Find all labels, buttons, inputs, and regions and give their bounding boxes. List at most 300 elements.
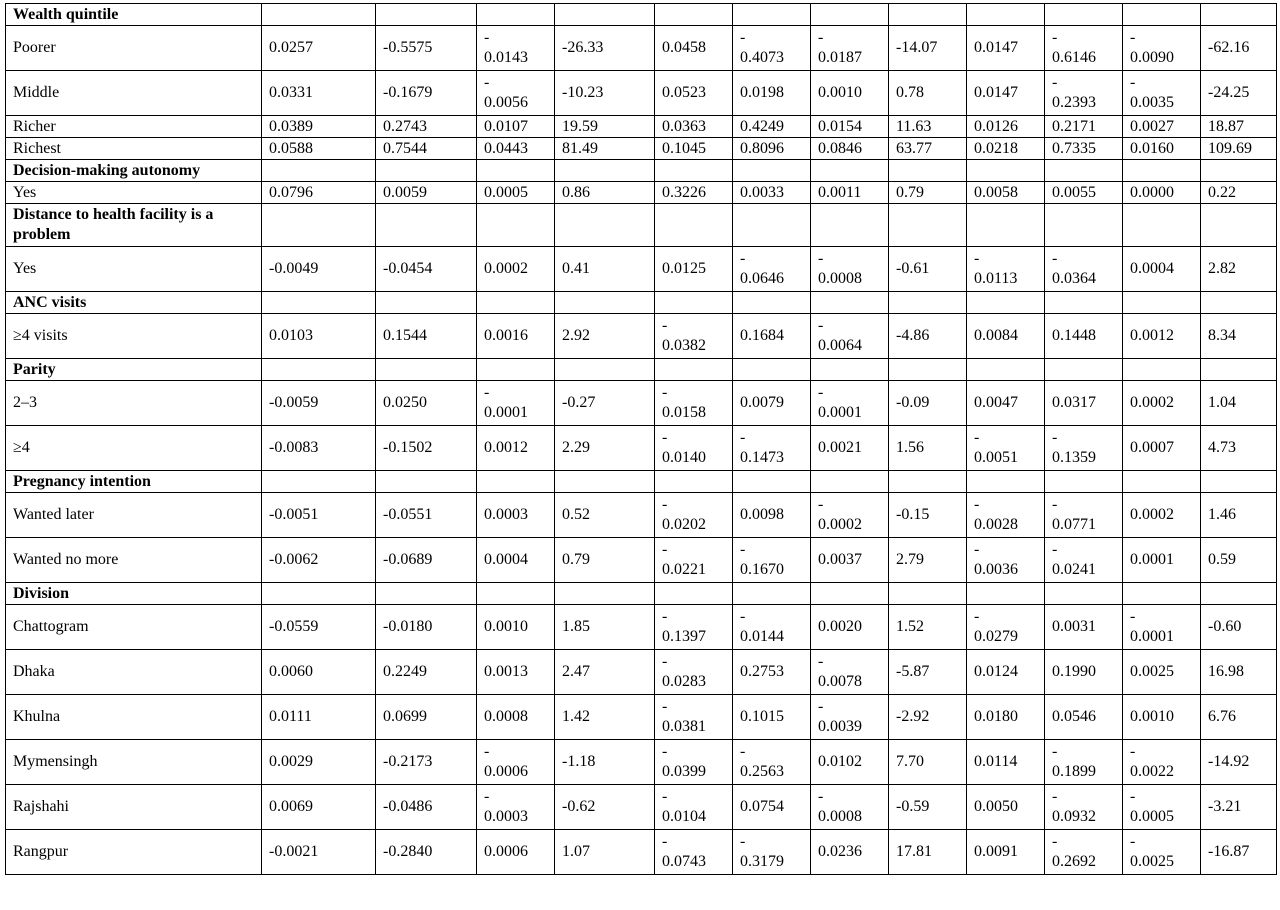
empty-cell [1123,359,1201,381]
value-cell: 2.29 [555,426,655,471]
empty-cell [967,471,1045,493]
value-cell: 0.0389 [262,116,376,138]
value-cell: 0.0546 [1045,695,1123,740]
value-cell: 0.7544 [376,138,477,160]
section-title: Distance to health facility is a problem [6,204,262,247]
value-cell: 17.81 [889,830,967,875]
value-cell: 0.7335 [1045,138,1123,160]
table-row [6,138,1277,160]
empty-cell [889,471,967,493]
value-cell: 109.69 [1201,138,1277,160]
value-cell: 0.0002 [1123,381,1201,426]
value-cell: 0.0363 [655,116,733,138]
value-cell: - 0.0001 [477,381,555,426]
value-cell: 0.0588 [262,138,376,160]
empty-cell [477,359,555,381]
empty-cell [376,359,477,381]
value-cell: 0.0029 [262,740,376,785]
empty-cell [733,292,811,314]
empty-cell [262,471,376,493]
table-row [6,314,1277,359]
value-cell: 0.0006 [477,830,555,875]
value-cell: 0.59 [1201,538,1277,583]
value-cell: 2.92 [555,314,655,359]
section-title: Division [6,583,262,605]
value-cell: 0.0317 [1045,381,1123,426]
value-cell: 0.1544 [376,314,477,359]
value-cell: -0.15 [889,493,967,538]
value-cell: 1.56 [889,426,967,471]
empty-cell [1045,160,1123,182]
value-cell: 0.0443 [477,138,555,160]
empty-cell [477,4,555,26]
value-cell: 0.0236 [811,830,889,875]
value-cell: 0.0027 [1123,116,1201,138]
value-cell: 0.0147 [967,71,1045,116]
value-cell: - 0.1899 [1045,740,1123,785]
empty-cell [1045,204,1123,247]
value-cell: -1.18 [555,740,655,785]
empty-cell [376,292,477,314]
empty-cell [889,204,967,247]
value-cell: - 0.1670 [733,538,811,583]
row-label: Wanted no more [6,538,262,583]
value-cell: 2.82 [1201,247,1277,292]
table-row [6,26,1277,71]
value-cell: 1.46 [1201,493,1277,538]
value-cell: - 0.0025 [1123,830,1201,875]
value-cell: 0.0031 [1045,605,1123,650]
value-cell: 0.41 [555,247,655,292]
section-header-row [6,160,1277,182]
value-cell: -5.87 [889,650,967,695]
section-title: Wealth quintile [6,4,262,26]
table-row [6,247,1277,292]
empty-cell [1123,471,1201,493]
value-cell: - 0.0143 [477,26,555,71]
empty-cell [376,4,477,26]
section-header-row [6,204,1277,247]
value-cell: 0.4249 [733,116,811,138]
empty-cell [655,160,733,182]
value-cell: 0.0069 [262,785,376,830]
value-cell: 0.0003 [477,493,555,538]
empty-cell [376,583,477,605]
value-cell: - 0.2393 [1045,71,1123,116]
value-cell: 0.0037 [811,538,889,583]
empty-cell [262,4,376,26]
value-cell: 0.0124 [967,650,1045,695]
empty-cell [811,359,889,381]
empty-cell [889,4,967,26]
value-cell: -0.0180 [376,605,477,650]
empty-cell [967,204,1045,247]
row-label: Richest [6,138,262,160]
value-cell: 0.0016 [477,314,555,359]
empty-cell [733,359,811,381]
empty-cell [655,359,733,381]
row-label: ≥4 visits [6,314,262,359]
value-cell: 0.0084 [967,314,1045,359]
value-cell: - 0.3179 [733,830,811,875]
value-cell: 1.85 [555,605,655,650]
value-cell: - 0.4073 [733,26,811,71]
value-cell: 2.47 [555,650,655,695]
empty-cell [1123,4,1201,26]
row-label: Rangpur [6,830,262,875]
empty-cell [1123,292,1201,314]
row-label: Poorer [6,26,262,71]
empty-cell [889,359,967,381]
row-label: Yes [6,182,262,204]
table-row [6,740,1277,785]
value-cell: - 0.0039 [811,695,889,740]
value-cell: 0.0021 [811,426,889,471]
value-cell: 0.0102 [811,740,889,785]
value-cell: 0.0796 [262,182,376,204]
value-cell: 0.0111 [262,695,376,740]
empty-cell [555,471,655,493]
value-cell: 0.0331 [262,71,376,116]
value-cell: - 0.0140 [655,426,733,471]
empty-cell [733,204,811,247]
empty-cell [811,160,889,182]
row-label: Middle [6,71,262,116]
value-cell: 0.0218 [967,138,1045,160]
value-cell: 0.0050 [967,785,1045,830]
table-row [6,605,1277,650]
empty-cell [1123,204,1201,247]
value-cell: 0.0250 [376,381,477,426]
value-cell: -0.0059 [262,381,376,426]
empty-cell [967,160,1045,182]
value-cell: - 0.0646 [733,247,811,292]
value-cell: -0.1679 [376,71,477,116]
value-cell: 7.70 [889,740,967,785]
empty-cell [1201,471,1277,493]
value-cell: 0.0058 [967,182,1045,204]
value-cell: - 0.0036 [967,538,1045,583]
value-cell: - 0.2563 [733,740,811,785]
empty-cell [655,583,733,605]
row-label: Richer [6,116,262,138]
table-row [6,538,1277,583]
value-cell: 0.0002 [1123,493,1201,538]
value-cell: - 0.0035 [1123,71,1201,116]
value-cell: 0.0103 [262,314,376,359]
value-cell: 11.63 [889,116,967,138]
section-title: Parity [6,359,262,381]
value-cell: 0.2171 [1045,116,1123,138]
value-cell: 0.1990 [1045,650,1123,695]
value-cell: - 0.0279 [967,605,1045,650]
value-cell: - 0.0022 [1123,740,1201,785]
empty-cell [811,292,889,314]
value-cell: 1.07 [555,830,655,875]
value-cell: 0.0002 [477,247,555,292]
table-row [6,830,1277,875]
value-cell: 0.0020 [811,605,889,650]
value-cell: 0.0055 [1045,182,1123,204]
value-cell: -14.92 [1201,740,1277,785]
value-cell: -0.62 [555,785,655,830]
empty-cell [811,471,889,493]
empty-cell [967,292,1045,314]
value-cell: -2.92 [889,695,967,740]
value-cell: - 0.0002 [811,493,889,538]
value-cell: 0.0160 [1123,138,1201,160]
value-cell: - 0.0104 [655,785,733,830]
empty-cell [1045,359,1123,381]
empty-cell [555,4,655,26]
section-header-row [6,471,1277,493]
value-cell: - 0.0008 [811,247,889,292]
empty-cell [1045,292,1123,314]
value-cell: 19.59 [555,116,655,138]
value-cell: 0.52 [555,493,655,538]
empty-cell [555,204,655,247]
value-cell: 81.49 [555,138,655,160]
value-cell: -0.5575 [376,26,477,71]
value-cell: -24.25 [1201,71,1277,116]
empty-cell [967,359,1045,381]
empty-cell [477,292,555,314]
value-cell: 18.87 [1201,116,1277,138]
value-cell: -3.21 [1201,785,1277,830]
section-header-row [6,359,1277,381]
section-title: Decision-making autonomy [6,160,262,182]
value-cell: - 0.0005 [1123,785,1201,830]
value-cell: 0.0033 [733,182,811,204]
section-header-row [6,583,1277,605]
empty-cell [733,583,811,605]
empty-cell [889,583,967,605]
empty-cell [262,359,376,381]
decomposition-table [5,3,1277,875]
empty-cell [889,160,967,182]
value-cell: - 0.0381 [655,695,733,740]
table-row [6,785,1277,830]
value-cell: 0.0001 [1123,538,1201,583]
value-cell: - 0.0241 [1045,538,1123,583]
value-cell: -14.07 [889,26,967,71]
value-cell: -0.0062 [262,538,376,583]
table-row [6,695,1277,740]
value-cell: 1.04 [1201,381,1277,426]
value-cell: - 0.0090 [1123,26,1201,71]
table-row [6,381,1277,426]
value-cell: -0.2173 [376,740,477,785]
value-cell: 0.0523 [655,71,733,116]
empty-cell [733,4,811,26]
value-cell: 0.0005 [477,182,555,204]
empty-cell [1201,204,1277,247]
empty-cell [555,583,655,605]
value-cell: 0.78 [889,71,967,116]
value-cell: 0.0059 [376,182,477,204]
value-cell: 0.0008 [477,695,555,740]
empty-cell [1201,359,1277,381]
value-cell: -0.0051 [262,493,376,538]
value-cell: -0.1502 [376,426,477,471]
value-cell: 0.0012 [477,426,555,471]
table-body [6,4,1277,875]
value-cell: 0.0754 [733,785,811,830]
value-cell: 0.2249 [376,650,477,695]
empty-cell [811,204,889,247]
empty-cell [1045,4,1123,26]
value-cell: -0.0559 [262,605,376,650]
value-cell: -0.61 [889,247,967,292]
value-cell: 0.0010 [477,605,555,650]
value-cell: - 0.0158 [655,381,733,426]
value-cell: 0.0846 [811,138,889,160]
value-cell: - 0.0202 [655,493,733,538]
value-cell: 0.0004 [477,538,555,583]
section-header-row [6,4,1277,26]
empty-cell [967,583,1045,605]
row-label: Wanted later [6,493,262,538]
row-label: Dhaka [6,650,262,695]
value-cell: -0.0551 [376,493,477,538]
value-cell: -0.0083 [262,426,376,471]
value-cell: - 0.0221 [655,538,733,583]
value-cell: 0.0011 [811,182,889,204]
value-cell: -0.60 [1201,605,1277,650]
value-cell: - 0.0771 [1045,493,1123,538]
empty-cell [655,292,733,314]
row-label: Khulna [6,695,262,740]
row-label: 2–3 [6,381,262,426]
value-cell: -0.0689 [376,538,477,583]
value-cell: - 0.0932 [1045,785,1123,830]
value-cell: 0.0257 [262,26,376,71]
section-title: Pregnancy intention [6,471,262,493]
empty-cell [655,471,733,493]
empty-cell [555,160,655,182]
value-cell: - 0.0003 [477,785,555,830]
value-cell: -0.0454 [376,247,477,292]
value-cell: - 0.0006 [477,740,555,785]
row-label: Chattogram [6,605,262,650]
value-cell: 0.0010 [1123,695,1201,740]
value-cell: - 0.0113 [967,247,1045,292]
empty-cell [477,471,555,493]
value-cell: - 0.0078 [811,650,889,695]
value-cell: 0.1684 [733,314,811,359]
value-cell: 0.22 [1201,182,1277,204]
value-cell: - 0.0001 [1123,605,1201,650]
value-cell: - 0.0743 [655,830,733,875]
empty-cell [655,204,733,247]
value-cell: 0.0125 [655,247,733,292]
value-cell: 0.0004 [1123,247,1201,292]
value-cell: 0.1015 [733,695,811,740]
empty-cell [477,583,555,605]
value-cell: 0.0107 [477,116,555,138]
value-cell: 6.76 [1201,695,1277,740]
value-cell: 0.0147 [967,26,1045,71]
value-cell: 1.52 [889,605,967,650]
value-cell: - 0.1473 [733,426,811,471]
value-cell: 0.1448 [1045,314,1123,359]
empty-cell [967,4,1045,26]
empty-cell [477,160,555,182]
value-cell: -62.16 [1201,26,1277,71]
value-cell: 0.0180 [967,695,1045,740]
section-header-row [6,292,1277,314]
value-cell: - 0.0028 [967,493,1045,538]
value-cell: -0.0049 [262,247,376,292]
value-cell: 63.77 [889,138,967,160]
empty-cell [889,292,967,314]
empty-cell [733,471,811,493]
value-cell: 2.79 [889,538,967,583]
value-cell: - 0.0001 [811,381,889,426]
value-cell: 0.0126 [967,116,1045,138]
value-cell: 1.42 [555,695,655,740]
empty-cell [376,160,477,182]
value-cell: 0.3226 [655,182,733,204]
empty-cell [477,204,555,247]
row-label: Mymensingh [6,740,262,785]
value-cell: 0.2743 [376,116,477,138]
value-cell: -0.59 [889,785,967,830]
empty-cell [1123,583,1201,605]
value-cell: 0.0699 [376,695,477,740]
value-cell: 0.0013 [477,650,555,695]
value-cell: 0.0010 [811,71,889,116]
value-cell: 8.34 [1201,314,1277,359]
value-cell: 0.79 [889,182,967,204]
empty-cell [262,204,376,247]
empty-cell [376,471,477,493]
value-cell: -0.0486 [376,785,477,830]
value-cell: -0.27 [555,381,655,426]
value-cell: - 0.1397 [655,605,733,650]
table-row [6,426,1277,471]
empty-cell [262,160,376,182]
empty-cell [655,4,733,26]
value-cell: 0.2753 [733,650,811,695]
value-cell: - 0.0144 [733,605,811,650]
table-row [6,116,1277,138]
value-cell: 0.0114 [967,740,1045,785]
table-row [6,182,1277,204]
value-cell: 0.0000 [1123,182,1201,204]
value-cell: - 0.0382 [655,314,733,359]
empty-cell [1045,471,1123,493]
section-title: ANC visits [6,292,262,314]
value-cell: - 0.0064 [811,314,889,359]
value-cell: - 0.0283 [655,650,733,695]
empty-cell [1201,160,1277,182]
empty-cell [1201,292,1277,314]
table-row [6,71,1277,116]
value-cell: - 0.1359 [1045,426,1123,471]
value-cell: 0.0079 [733,381,811,426]
table-row [6,493,1277,538]
value-cell: -16.87 [1201,830,1277,875]
empty-cell [811,583,889,605]
value-cell: 0.8096 [733,138,811,160]
empty-cell [555,359,655,381]
empty-cell [262,292,376,314]
empty-cell [555,292,655,314]
table-row [6,650,1277,695]
value-cell: 16.98 [1201,650,1277,695]
empty-cell [262,583,376,605]
